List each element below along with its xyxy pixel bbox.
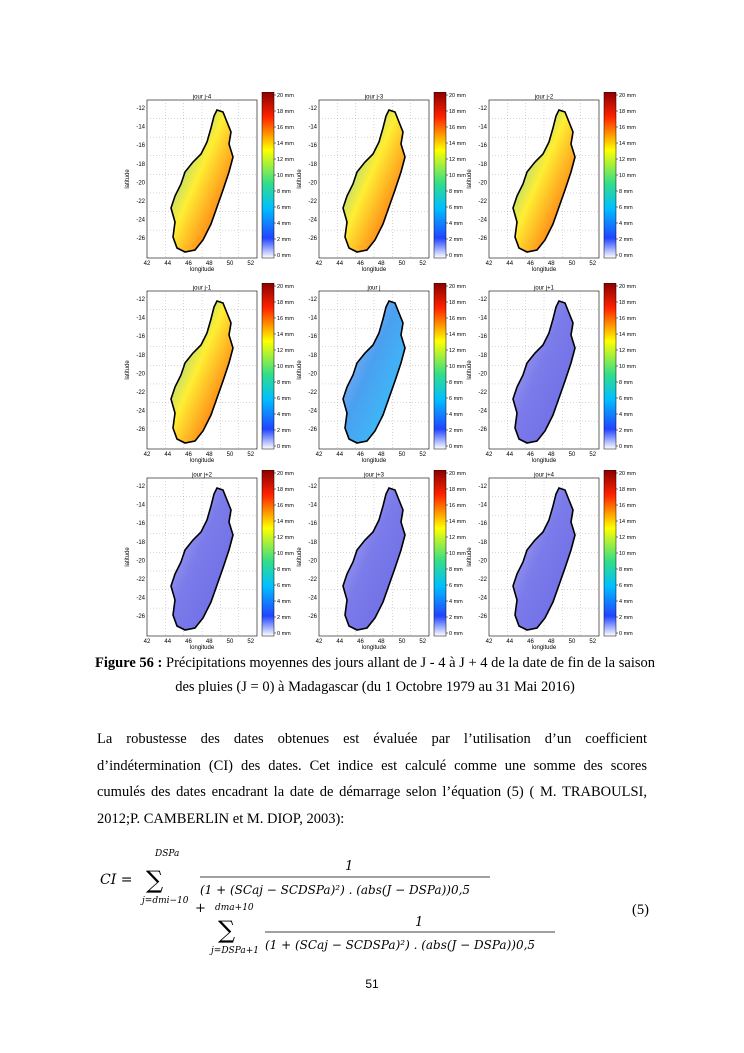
colorbar-label: 8 mm <box>277 567 291 573</box>
y-tick-label: -24 <box>308 217 317 224</box>
x-tick-label: 52 <box>589 452 597 458</box>
y-axis-label: latitude <box>467 360 473 380</box>
colorbar-label: 14 mm <box>277 141 294 147</box>
panel-title: jour j+4 <box>534 472 554 479</box>
y-tick-label: -26 <box>308 236 317 243</box>
colorbar-label: 12 mm <box>449 535 466 541</box>
colorbar-label: 10 mm <box>277 364 294 370</box>
colorbar-label: 16 mm <box>277 125 294 131</box>
colorbar-label: 6 mm <box>277 396 291 402</box>
map-panel <box>462 470 670 655</box>
colorbar-label: 0 mm <box>277 444 291 450</box>
y-tick-label: -14 <box>478 502 487 509</box>
x-axis-label: longitude <box>531 458 557 464</box>
y-tick-label: -22 <box>136 198 145 205</box>
y-tick-label: -18 <box>478 161 487 168</box>
colorbar-label: 4 mm <box>277 412 291 418</box>
colorbar-label: 4 mm <box>277 221 291 227</box>
x-axis-label: longitude <box>189 458 215 464</box>
x-tick-label: 46 <box>527 639 534 645</box>
x-tick-label: 48 <box>377 452 385 458</box>
y-tick-label: -14 <box>478 315 487 322</box>
y-tick-label: -12 <box>308 484 317 490</box>
colorbar-label: 12 mm <box>277 348 294 354</box>
x-tick-label: 50 <box>226 639 234 645</box>
x-tick-label: 50 <box>568 261 576 267</box>
y-tick-label: -24 <box>478 217 487 224</box>
colorbar-label: 8 mm <box>449 567 463 573</box>
y-tick-label: -22 <box>478 576 487 583</box>
x-tick-label: 44 <box>164 452 172 458</box>
panel-title: jour j+3 <box>364 472 384 479</box>
y-tick-label: -12 <box>136 484 145 490</box>
y-tick-label: -12 <box>308 106 317 112</box>
x-tick-label: 42 <box>485 639 493 645</box>
y-tick-label: -26 <box>136 614 145 621</box>
colorbar-label: 2 mm <box>619 428 633 434</box>
y-tick-label: -20 <box>308 558 317 565</box>
y-tick-label: -20 <box>136 558 145 565</box>
colorbar-label: 4 mm <box>619 412 633 418</box>
y-tick-label: -24 <box>136 595 145 602</box>
y-tick-label: -22 <box>308 389 317 396</box>
y-tick-label: -16 <box>478 521 487 528</box>
x-tick-label: 44 <box>336 452 344 458</box>
colorbar-label: 8 mm <box>619 189 633 195</box>
x-tick-label: 50 <box>398 452 406 458</box>
eq-den1: (1 + (SCaj − SCDSPa)²) . (abs(J − DSPa))0,5 <box>200 883 471 897</box>
x-tick-label: 48 <box>547 261 555 267</box>
colorbar-label: 6 mm <box>619 205 633 211</box>
y-tick-label: -16 <box>308 334 317 341</box>
y-tick-label: -26 <box>478 427 487 434</box>
colorbar-label: 20 mm <box>449 93 466 99</box>
y-tick-label: -24 <box>308 595 317 602</box>
colorbar-label: 0 mm <box>449 253 463 259</box>
colorbar-label: 8 mm <box>619 567 633 573</box>
colorbar-label: 0 mm <box>277 631 291 637</box>
colorbar-label: 14 mm <box>449 332 466 338</box>
y-tick-label: -18 <box>308 352 317 359</box>
colorbar-label: 18 mm <box>449 487 466 493</box>
eq-sum1-lower: j=dmi−10 <box>142 896 189 906</box>
x-tick-label: 46 <box>527 452 534 458</box>
colorbar-label: 12 mm <box>619 348 636 354</box>
y-tick-label: -22 <box>136 389 145 396</box>
eq-sum2-upper: dma+10 <box>215 903 254 913</box>
colorbar-label: 10 mm <box>619 364 636 370</box>
y-tick-label: -12 <box>478 106 487 112</box>
colorbar-label: 6 mm <box>449 205 463 211</box>
colorbar-label: 12 mm <box>277 535 294 541</box>
colorbar-label: 14 mm <box>619 332 636 338</box>
colorbar-label: 10 mm <box>449 173 466 179</box>
colorbar-label: 12 mm <box>449 348 466 354</box>
y-tick-label: -18 <box>136 352 145 359</box>
x-axis-label: longitude <box>189 645 215 651</box>
x-tick-label: 48 <box>377 639 385 645</box>
x-tick-label: 42 <box>485 261 493 267</box>
colorbar-label: 0 mm <box>449 631 463 637</box>
y-axis-label: latitude <box>297 360 303 380</box>
equation-5 <box>100 846 660 961</box>
y-tick-label: -18 <box>478 352 487 359</box>
colorbar-label: 2 mm <box>619 615 633 621</box>
y-axis-label: latitude <box>125 360 131 380</box>
colorbar-label: 6 mm <box>619 583 633 589</box>
y-tick-label: -24 <box>136 408 145 415</box>
x-tick-label: 50 <box>568 639 576 645</box>
colorbar-label: 10 mm <box>619 173 636 179</box>
colorbar-label: 8 mm <box>619 380 633 386</box>
colorbar-label: 14 mm <box>277 519 294 525</box>
y-tick-label: -12 <box>136 297 145 303</box>
y-tick-label: -16 <box>136 521 145 528</box>
y-tick-label: -22 <box>478 389 487 396</box>
x-tick-label: 42 <box>143 261 151 267</box>
colorbar-label: 16 mm <box>277 316 294 322</box>
eq-num2: 1 <box>415 915 424 930</box>
x-tick-label: 48 <box>205 452 213 458</box>
x-tick-label: 46 <box>357 639 364 645</box>
colorbar-label: 12 mm <box>619 535 636 541</box>
x-tick-label: 50 <box>398 261 406 267</box>
colorbar-label: 10 mm <box>277 173 294 179</box>
colorbar-label: 20 mm <box>277 284 294 290</box>
y-tick-label: -26 <box>136 427 145 434</box>
colorbar-label: 8 mm <box>277 189 291 195</box>
colorbar-label: 20 mm <box>277 93 294 99</box>
colorbar-label: 20 mm <box>619 93 636 99</box>
y-tick-label: -12 <box>478 484 487 490</box>
y-tick-label: -24 <box>478 408 487 415</box>
x-tick-label: 42 <box>315 261 323 267</box>
x-tick-label: 48 <box>547 639 555 645</box>
colorbar-label: 20 mm <box>619 284 636 290</box>
x-tick-label: 44 <box>336 639 344 645</box>
y-tick-label: -16 <box>478 143 487 150</box>
panel-title: jour j-4 <box>192 94 212 101</box>
y-axis-label: latitude <box>467 547 473 567</box>
y-tick-label: -14 <box>308 315 317 322</box>
x-axis-label: longitude <box>531 267 557 273</box>
colorbar-label: 2 mm <box>277 237 291 243</box>
colorbar-label: 16 mm <box>277 503 294 509</box>
colorbar-label: 14 mm <box>277 332 294 338</box>
colorbar-label: 4 mm <box>449 599 463 605</box>
colorbar-label: 4 mm <box>619 221 633 227</box>
y-tick-label: -16 <box>308 521 317 528</box>
colorbar-label: 8 mm <box>449 380 463 386</box>
colorbar-label: 14 mm <box>449 519 466 525</box>
colorbar-label: 10 mm <box>449 551 466 557</box>
colorbar-label: 16 mm <box>619 125 636 131</box>
colorbar-label: 18 mm <box>619 487 636 493</box>
y-tick-label: -22 <box>478 198 487 205</box>
y-tick-label: -16 <box>136 143 145 150</box>
x-tick-label: 50 <box>226 261 234 267</box>
x-tick-label: 48 <box>205 639 213 645</box>
y-tick-label: -22 <box>308 576 317 583</box>
x-tick-label: 46 <box>357 452 364 458</box>
x-tick-label: 52 <box>419 452 427 458</box>
x-tick-label: 52 <box>589 639 597 645</box>
y-tick-label: -18 <box>136 539 145 546</box>
y-tick-label: -20 <box>308 180 317 187</box>
colorbar-label: 4 mm <box>277 599 291 605</box>
y-tick-label: -16 <box>308 143 317 150</box>
x-tick-label: 44 <box>506 639 514 645</box>
x-tick-label: 46 <box>185 639 192 645</box>
y-tick-label: -16 <box>136 334 145 341</box>
colorbar-label: 2 mm <box>449 428 463 434</box>
colorbar-label: 16 mm <box>449 125 466 131</box>
x-tick-label: 44 <box>336 261 344 267</box>
colorbar-label: 0 mm <box>449 444 463 450</box>
colorbar-label: 14 mm <box>449 141 466 147</box>
y-tick-label: -26 <box>308 427 317 434</box>
y-tick-label: -24 <box>478 595 487 602</box>
y-tick-label: -18 <box>136 161 145 168</box>
colorbar-label: 2 mm <box>449 615 463 621</box>
colorbar-label: 12 mm <box>449 157 466 163</box>
x-tick-label: 42 <box>315 639 323 645</box>
body-paragraph: La robustesse des dates obtenues est évaluée par l’utilisation d’un coefficient d’indétermination (CI) des dates. Cet indice est calculé comme une somme des scores cumulés des dates encadrant la date de démarrage selon l’équation (5) ( M. TRABOULSI, 2012;P. CAMBERLIN et M. DIOP, 2003): <box>97 731 647 827</box>
colorbar-label: 0 mm <box>619 253 633 259</box>
x-axis-label: longitude <box>189 267 215 273</box>
y-tick-label: -12 <box>478 297 487 303</box>
colorbar-label: 20 mm <box>449 284 466 290</box>
eq-sum2-symbol: ∑ <box>218 916 236 944</box>
panel-title: jour j+2 <box>192 472 212 479</box>
map-panel <box>462 283 670 468</box>
y-tick-label: -14 <box>136 315 145 322</box>
colorbar-label: 2 mm <box>449 237 463 243</box>
panel-title: jour j-1 <box>192 285 212 292</box>
colorbar-label: 0 mm <box>619 444 633 450</box>
x-tick-label: 42 <box>143 639 151 645</box>
eq-den2: (1 + (SCaj − SCDSPa)²) . (abs(J − DSPa))0,5 <box>265 938 536 952</box>
eq-num1: 1 <box>345 859 354 874</box>
y-tick-label: -26 <box>136 236 145 243</box>
x-tick-label: 48 <box>205 261 213 267</box>
colorbar-label: 18 mm <box>277 487 294 493</box>
colorbar-label: 14 mm <box>619 519 636 525</box>
y-tick-label: -14 <box>478 124 487 131</box>
y-tick-label: -14 <box>308 124 317 131</box>
x-tick-label: 48 <box>377 261 385 267</box>
x-tick-label: 52 <box>247 639 255 645</box>
y-tick-label: -20 <box>308 371 317 378</box>
colorbar-label: 10 mm <box>449 364 466 370</box>
panel-title: jour j+1 <box>534 285 554 292</box>
y-tick-label: -14 <box>308 502 317 509</box>
x-tick-label: 52 <box>247 261 255 267</box>
equation-number: (5) <box>632 902 649 918</box>
colorbar-label: 0 mm <box>277 253 291 259</box>
y-tick-label: -20 <box>478 371 487 378</box>
colorbar-label: 8 mm <box>277 380 291 386</box>
colorbar-label: 16 mm <box>619 503 636 509</box>
y-tick-label: -20 <box>478 180 487 187</box>
y-tick-label: -20 <box>478 558 487 565</box>
y-tick-label: -20 <box>136 180 145 187</box>
colorbar-label: 20 mm <box>277 471 294 477</box>
colorbar-label: 20 mm <box>619 471 636 477</box>
colorbar-label: 18 mm <box>619 300 636 306</box>
colorbar-label: 4 mm <box>619 599 633 605</box>
colorbar-label: 16 mm <box>449 503 466 509</box>
colorbar-label: 18 mm <box>449 109 466 115</box>
colorbar-label: 18 mm <box>277 109 294 115</box>
y-tick-label: -12 <box>136 106 145 112</box>
colorbar-label: 4 mm <box>449 412 463 418</box>
panel-title: jour j-2 <box>534 94 554 101</box>
eq-sum1-upper: DSPa <box>155 849 180 859</box>
y-axis-label: latitude <box>297 169 303 189</box>
colorbar-label: 2 mm <box>277 615 291 621</box>
x-tick-label: 44 <box>506 452 514 458</box>
y-tick-label: -18 <box>478 539 487 546</box>
colorbar-label: 16 mm <box>619 316 636 322</box>
y-tick-label: -22 <box>136 576 145 583</box>
colorbar-label: 6 mm <box>449 396 463 402</box>
colorbar-label: 12 mm <box>619 157 636 163</box>
y-tick-label: -16 <box>478 334 487 341</box>
caption-label: Figure 56 : <box>95 655 163 671</box>
x-axis-label: longitude <box>361 645 387 651</box>
x-tick-label: 44 <box>506 261 514 267</box>
y-axis-label: latitude <box>125 547 131 567</box>
x-tick-label: 50 <box>568 452 576 458</box>
colorbar-label: 6 mm <box>277 583 291 589</box>
map-panel <box>462 92 670 277</box>
y-tick-label: -24 <box>136 217 145 224</box>
x-tick-label: 44 <box>164 261 172 267</box>
x-tick-label: 50 <box>226 452 234 458</box>
colorbar-label: 20 mm <box>449 471 466 477</box>
colorbar-label: 12 mm <box>277 157 294 163</box>
x-tick-label: 46 <box>185 261 192 267</box>
colorbar-label: 4 mm <box>449 221 463 227</box>
figure-caption <box>95 651 655 699</box>
y-tick-label: -20 <box>136 371 145 378</box>
colorbar-label: 10 mm <box>619 551 636 557</box>
y-tick-label: -18 <box>308 539 317 546</box>
y-tick-label: -14 <box>136 124 145 131</box>
colorbar-label: 6 mm <box>277 205 291 211</box>
colorbar-label: 18 mm <box>619 109 636 115</box>
colorbar-label: 18 mm <box>277 300 294 306</box>
colorbar-label: 0 mm <box>619 631 633 637</box>
x-tick-label: 50 <box>398 639 406 645</box>
colorbar-label: 14 mm <box>619 141 636 147</box>
y-tick-label: -12 <box>308 297 317 303</box>
eq-sum2-lower: j=DSPa+1 <box>211 946 259 956</box>
x-tick-label: 42 <box>143 452 151 458</box>
colorbar-label: 6 mm <box>449 583 463 589</box>
x-tick-label: 52 <box>247 452 255 458</box>
x-tick-label: 52 <box>589 261 597 267</box>
y-tick-label: -18 <box>308 161 317 168</box>
y-axis-label: latitude <box>467 169 473 189</box>
eq-lhs: CI = <box>100 872 133 888</box>
y-axis-label: latitude <box>297 547 303 567</box>
panel-title: jour j-3 <box>364 94 384 101</box>
eq-plus: + <box>195 901 206 916</box>
x-tick-label: 52 <box>419 639 427 645</box>
x-tick-label: 46 <box>185 452 192 458</box>
y-tick-label: -26 <box>478 236 487 243</box>
eq-sum1-symbol: ∑ <box>146 866 164 894</box>
colorbar-label: 8 mm <box>449 189 463 195</box>
x-axis-label: longitude <box>361 458 387 464</box>
colorbar-label: 10 mm <box>277 551 294 557</box>
y-tick-label: -24 <box>308 408 317 415</box>
panel-title: jour j <box>367 285 381 292</box>
x-tick-label: 48 <box>547 452 555 458</box>
x-axis-label: longitude <box>531 645 557 651</box>
x-tick-label: 44 <box>164 639 172 645</box>
y-axis-label: latitude <box>125 169 131 189</box>
caption-text: Précipitations moyennes des jours allant de J - 4 à J + 4 de la date de fin de la saison des pluies (J = 0) à Madagascar (du 1 Octobre 1979 au 31 Mai 2016) <box>162 655 655 695</box>
x-tick-label: 42 <box>485 452 493 458</box>
y-tick-label: -22 <box>308 198 317 205</box>
x-axis-label: longitude <box>361 267 387 273</box>
page-number: 51 <box>365 977 379 991</box>
y-tick-label: -14 <box>136 502 145 509</box>
y-tick-label: -26 <box>308 614 317 621</box>
colorbar-label: 2 mm <box>277 428 291 434</box>
colorbar-label: 6 mm <box>619 396 633 402</box>
x-tick-label: 46 <box>357 261 364 267</box>
colorbar-label: 2 mm <box>619 237 633 243</box>
x-tick-label: 52 <box>419 261 427 267</box>
colorbar-label: 16 mm <box>449 316 466 322</box>
y-tick-label: -26 <box>478 614 487 621</box>
x-tick-label: 42 <box>315 452 323 458</box>
x-tick-label: 46 <box>527 261 534 267</box>
colorbar-label: 18 mm <box>449 300 466 306</box>
